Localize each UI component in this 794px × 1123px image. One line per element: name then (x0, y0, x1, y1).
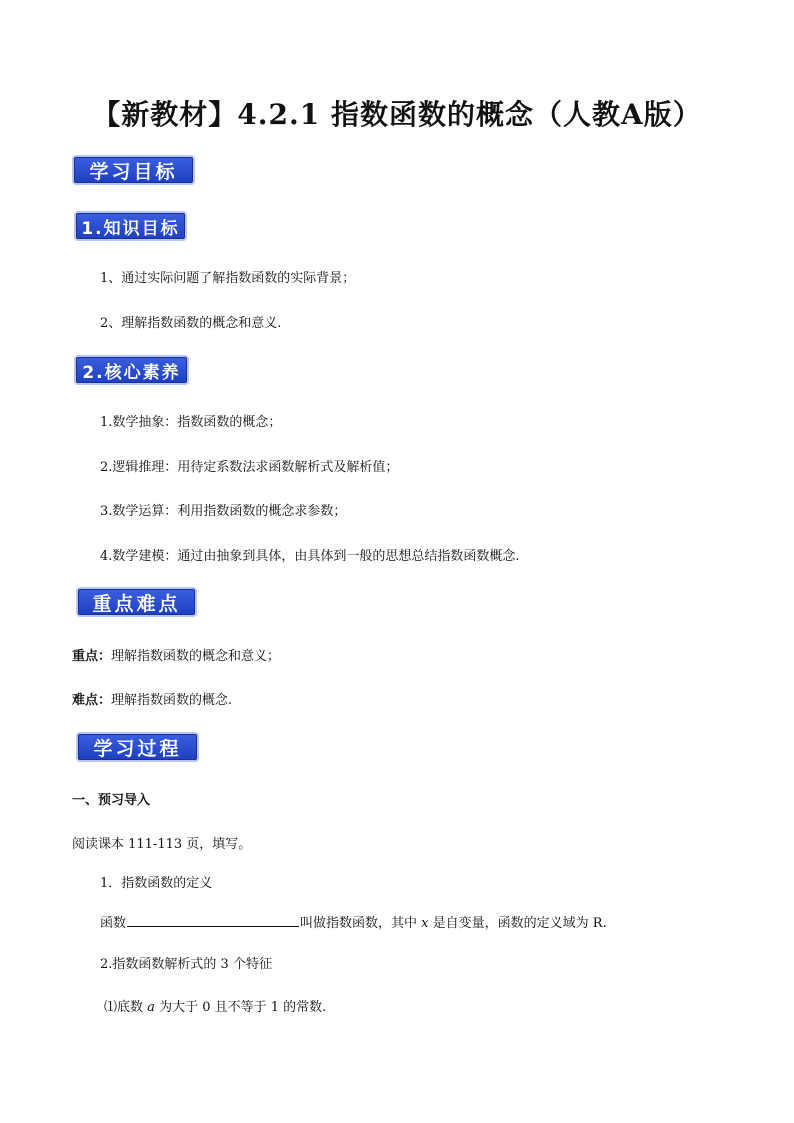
difficult-point-text: 理解指数函数的概念. (111, 693, 233, 708)
knowledge-item-2: 2、理解指数函数的概念和意义. (100, 316, 282, 331)
definition-suffix-b: 是自变量，函数的定义域为 R. (432, 916, 607, 931)
var-x: x (421, 916, 429, 931)
definition-item: 1．指数函数的定义 (100, 876, 213, 891)
definition-suffix-a: 叫做指数函数，其中 (300, 916, 418, 931)
study-process-badge: 学习过程 (76, 732, 199, 762)
key-point-label: 重点： (72, 649, 112, 664)
knowledge-goals-badge: 1.知识目标 (74, 211, 187, 241)
section-heading: 一、预习导入 (72, 793, 151, 808)
knowledge-item-1: 1、通过实际问题了解指数函数的实际背景； (100, 271, 356, 286)
study-goals-badge: 学习目标 (72, 155, 195, 185)
literacy-item-4: 4.数学建模：通过由抽象到具体，由具体到一般的思想总结指数函数概念. (100, 549, 520, 564)
key-point (72, 645, 280, 664)
feature-1 (104, 996, 326, 1015)
features-item: 2.指数函数解析式的 3 个特征 (100, 957, 272, 972)
feature-1-suffix: 为大于 0 且不等于 1 的常数. (159, 1000, 327, 1015)
literacy-item-1: 1.数学抽象：指数函数的概念； (100, 415, 282, 430)
key-point-text: 理解指数函数的概念和意义； (111, 649, 281, 664)
page-title: 【新教材】4.2.1 指数函数的概念（人教A版） (92, 98, 702, 131)
var-a: a (147, 1000, 155, 1015)
definition-prefix: 函数 (100, 916, 127, 931)
difficult-point-label: 难点： (72, 693, 112, 708)
difficult-point (72, 689, 232, 708)
core-literacy-badge: 2.核心素养 (74, 355, 189, 385)
definition-sentence (100, 912, 607, 931)
feature-1-prefix: ⑴底数 (104, 1000, 144, 1015)
reading-instruction: 阅读课本 111-113 页，填写。 (72, 837, 252, 852)
literacy-item-3: 3.数学运算：利用指数函数的概念求参数； (100, 504, 347, 519)
literacy-item-2: 2.逻辑推理：用待定系数法求函数解析式及解析值； (100, 460, 399, 475)
key-difficult-badge: 重点难点 (76, 587, 197, 617)
definition-blank[interactable] (127, 914, 299, 927)
